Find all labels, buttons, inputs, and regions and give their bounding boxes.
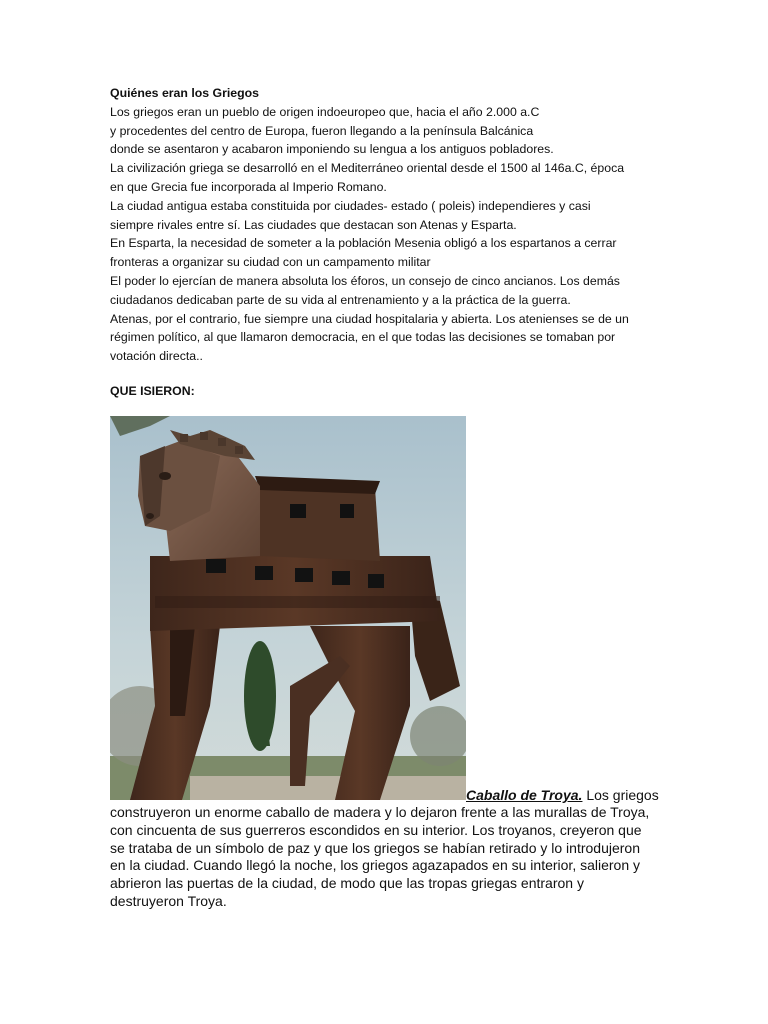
intro-section — [110, 84, 670, 366]
caption-first-line — [466, 786, 659, 804]
paragraph-line: La ciudad antigua estaba constituida por ciudades- estado ( poleis) independieres y casi — [110, 198, 591, 213]
paragraph-line: Los griegos eran un pueblo de origen indoeuropeo que, hacia el año 2.000 a.C — [110, 104, 540, 119]
section-heading: Quiénes eran los Griegos — [110, 86, 259, 100]
que-isieron-heading: QUE ISIERON: — [110, 384, 195, 398]
caption-section — [110, 804, 670, 911]
paragraph-line: En Esparta, la necesidad de someter a la población Mesenia obligó a los espartanos a cerrar — [110, 236, 617, 251]
paragraph-line: en que Grecia fue incorporada al Imperio Romano. — [110, 179, 387, 194]
paragraph-line: votación directa.. — [110, 349, 203, 364]
caption-line: destruyeron Troya. — [110, 892, 227, 909]
paragraph-line: La civilización griega se desarrolló en el Mediterráneo oriental desde el 1500 al 146a.C, época — [110, 161, 625, 176]
paragraph-line: siempre rivales entre sí. Las ciudades que destacan son Atenas y Esparta. — [110, 217, 517, 232]
paragraph-line: fronteras a organizar su ciudad con un campamento militar — [110, 255, 431, 270]
paragraph-line: y procedentes del centro de Europa, fueron llegando a la península Balcánica — [110, 123, 534, 138]
caption-title: Caballo de Troya. — [466, 787, 583, 803]
paragraph-line: El poder lo ejercían de manera absoluta los éforos, un consejo de cinco ancianos. Los demás — [110, 273, 620, 288]
caption-line: construyeron un enorme caballo de madera y lo dejaron frente a las murallas de Troya, — [110, 804, 650, 820]
paragraph-line: ciudadanos dedicaban parte de su vida al entrenamiento y a la práctica de la guerra. — [110, 292, 571, 307]
caption-line: con cincuenta de sus guerreros escondidos en su interior. Los troyanos, creyeron que — [110, 821, 642, 838]
paragraph-line: Atenas, por el contrario, fue siempre una ciudad hospitalaria y abierta. Los atenienses se de un — [110, 311, 629, 326]
caption-line: abrieron las puertas de la ciudad, de modo que las tropas griegas entraron y — [110, 875, 584, 892]
paragraph-line: régimen político, al que llamaron democracia, en el que todas las decisiones se tomaban por — [110, 330, 616, 345]
caption-line: se trataba de un símbolo de paz y que los griegos se habían retirado y lo introdujeron — [110, 839, 640, 856]
paragraph-line: donde se asentaron y acabaron imponiendo su lengua a los antiguos pobladores. — [110, 142, 554, 157]
trojan-horse-photo — [110, 416, 466, 800]
caption-first-line-rest: Los griegos — [582, 787, 659, 803]
caption-line: en la ciudad. Cuando llegó la noche, los griegos agazapados en su interior, salieron y — [110, 857, 641, 874]
